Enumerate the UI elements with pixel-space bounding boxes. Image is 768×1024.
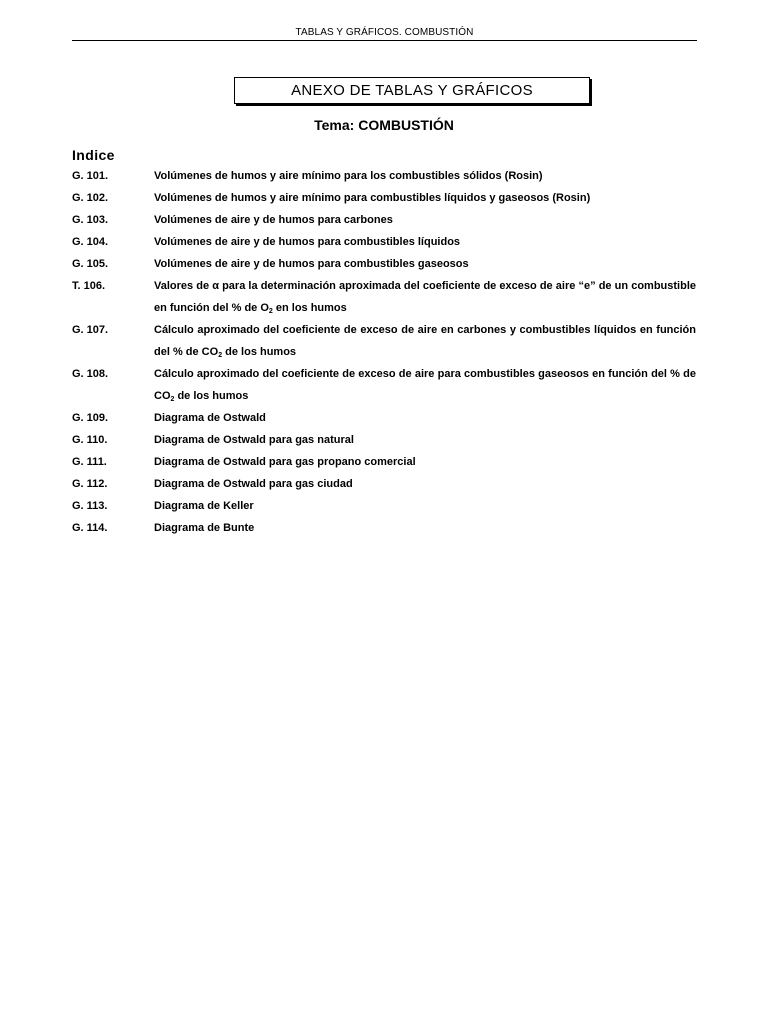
item-title: Cálculo aproximado del coeficiente de exceso de aire para combustibles gaseosos en función del % de $CO_2$ de los humos bbox=[154, 368, 696, 403]
index-item-t106 bbox=[72, 275, 696, 319]
item-code: G. 113. bbox=[72, 500, 108, 512]
item-code: G. 112. bbox=[72, 478, 108, 490]
index-item-g109 bbox=[72, 407, 696, 429]
index-heading: Indice bbox=[72, 147, 115, 163]
index-item-g108 bbox=[72, 363, 696, 407]
item-code: G. 110. bbox=[72, 434, 108, 446]
index-item-g103 bbox=[72, 209, 696, 231]
item-title: Diagrama de Ostwald para gas natural bbox=[154, 434, 354, 446]
item-title: Diagrama de Bunte bbox=[154, 522, 255, 534]
item-title: Volúmenes de aire y de humos para carbones bbox=[154, 214, 393, 226]
item-code: G. 103. bbox=[72, 214, 109, 226]
item-title: Diagrama de Keller bbox=[154, 500, 254, 512]
index-item-g110 bbox=[72, 429, 696, 451]
index-item-g102 bbox=[72, 187, 696, 209]
item-code: G. 107. bbox=[72, 324, 109, 336]
item-title: Volúmenes de humos y aire mínimo para los combustibles sólidos (Rosin) bbox=[154, 170, 543, 182]
item-title: Volúmenes de aire y de humos para combustibles gaseosos bbox=[154, 258, 469, 270]
item-code: T. 106. bbox=[72, 280, 106, 292]
item-title: Volúmenes de aire y de humos para combustibles líquidos bbox=[154, 236, 461, 248]
index-list bbox=[72, 165, 696, 539]
topic-subtitle: Tema: COMBUSTIÓN bbox=[314, 117, 454, 133]
index-item-g105 bbox=[72, 253, 696, 275]
item-code: G. 105. bbox=[72, 258, 109, 270]
item-title: Diagrama de Ostwald bbox=[154, 412, 266, 424]
annex-title-box: ANEXO DE TABLAS Y GRÁFICOS bbox=[234, 77, 590, 104]
index-item-g114 bbox=[72, 517, 696, 539]
item-title: Diagrama de Ostwald para gas propano comercial bbox=[154, 456, 416, 468]
item-code: G. 101. bbox=[72, 170, 109, 182]
index-item-g113 bbox=[72, 495, 696, 517]
item-title: Valores de α para la determinación aproximada del coeficiente de exceso de aire “e” de un combustible en función del % de $O_2$ en los humos bbox=[154, 280, 696, 315]
index-item-g111 bbox=[72, 451, 696, 473]
item-code: G. 102. bbox=[72, 192, 109, 204]
item-title: Cálculo aproximado del coeficiente de exceso de aire en carbones y combustibles líquidos en función del % de $CO_2$ de los humos bbox=[154, 324, 696, 359]
running-header: TABLAS Y GRÁFICOS. COMBUSTIÓN bbox=[72, 27, 697, 41]
item-code: G. 108. bbox=[72, 368, 109, 380]
index-item-g104 bbox=[72, 231, 696, 253]
index-item-g101 bbox=[72, 165, 696, 187]
index-item-g107 bbox=[72, 319, 696, 363]
item-code: G. 111. bbox=[72, 456, 107, 468]
item-code: G. 104. bbox=[72, 236, 109, 248]
item-title: Volúmenes de humos y aire mínimo para combustibles líquidos y gaseosos (Rosin) bbox=[154, 192, 591, 204]
item-title: Diagrama de Ostwald para gas ciudad bbox=[154, 478, 353, 490]
item-code: G. 114. bbox=[72, 522, 108, 534]
item-code: G. 109. bbox=[72, 412, 109, 424]
index-item-g112 bbox=[72, 473, 696, 495]
